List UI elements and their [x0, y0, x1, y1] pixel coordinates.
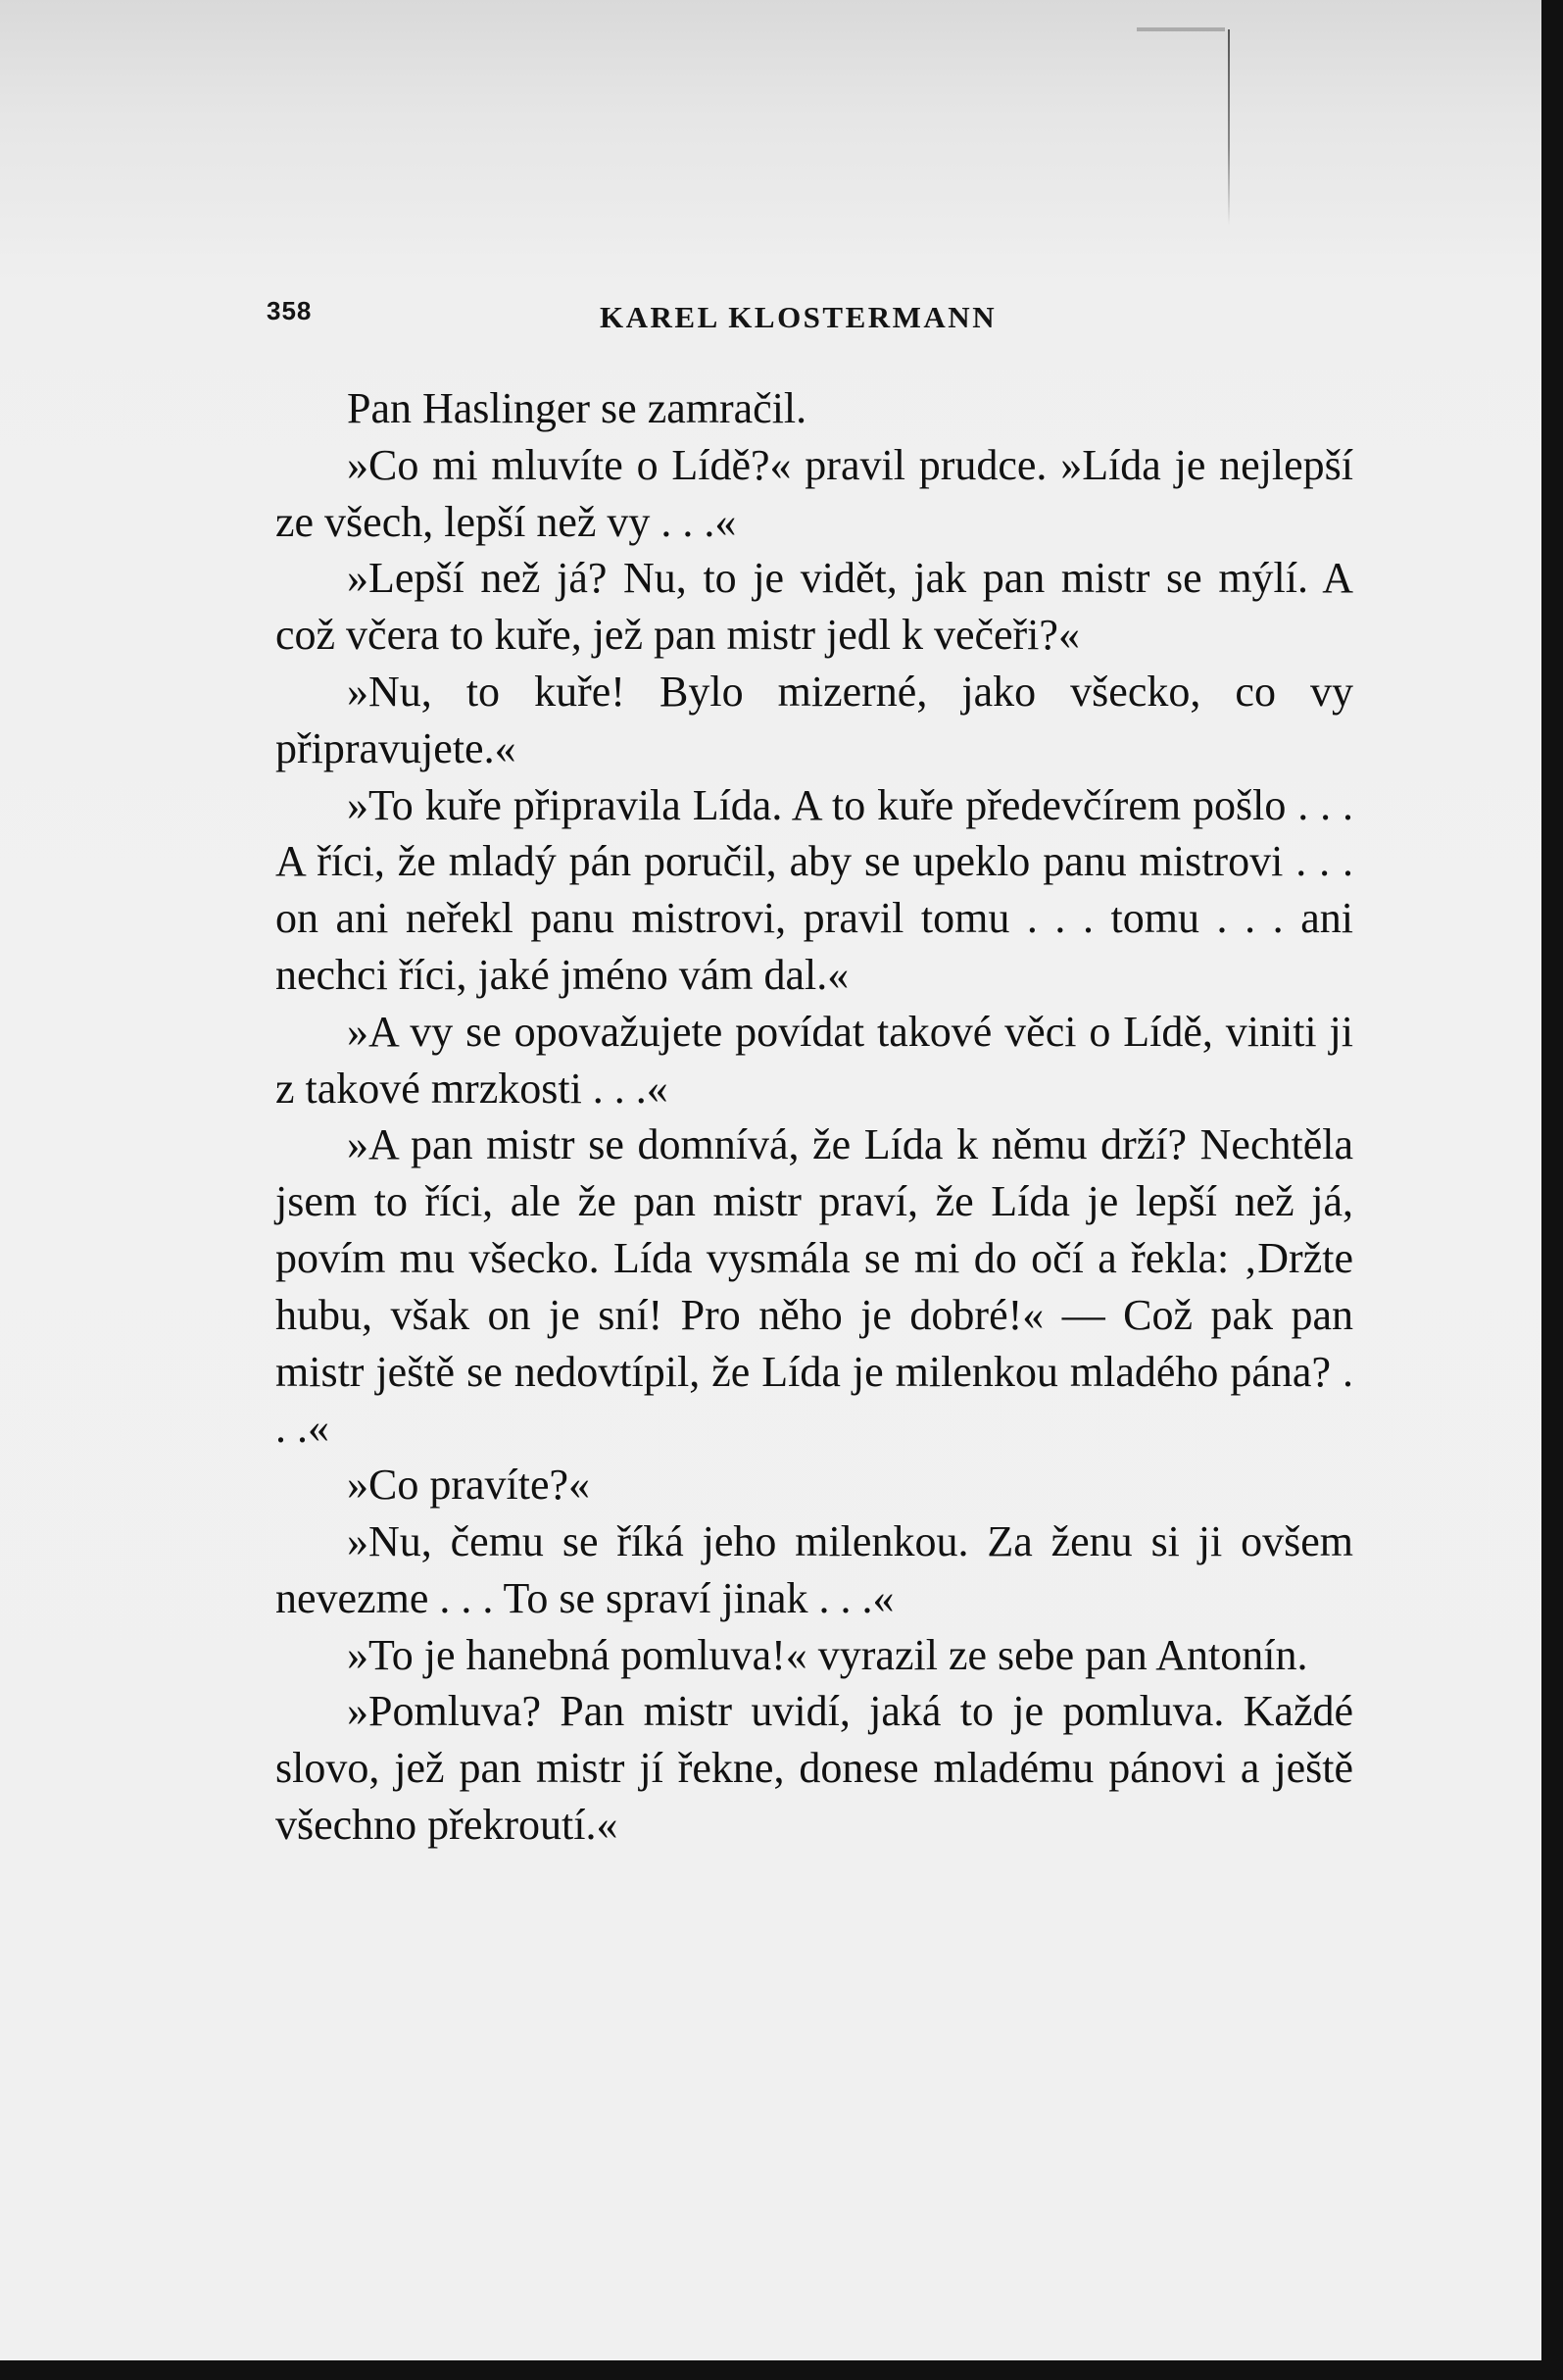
page-fold-line	[1228, 29, 1230, 225]
scan-border-right	[1541, 0, 1563, 2380]
page-header	[267, 296, 1050, 335]
paragraph: »A pan mistr se domnívá, že Lída k němu drží? Nechtěla jsem to říci, ale že pan mistr praví, že Lída je lepší než já, povím mu všecko. Lída vysmála se mi do očí a řekla: ‚Držte hubu, však on je sní! Pro něho je dobré!« — Což pak pan mistr ještě se nedovtípil, že Lída je milenkou mladého pána? . . .«	[275, 1120, 1353, 1453]
paragraph: »To kuře připravila Lída. A to kuře předevčírem pošlo . . . A říci, že mladý pán poručil, aby se upeklo panu mistrovi . . . on ani neřekl panu mistrovi, pravil tomu . . . tomu . . . ani nechci říci, jaké jméno vám dal.«	[275, 780, 1353, 999]
paragraph: »Co pravíte?«	[347, 1461, 591, 1510]
scan-smudge	[1137, 27, 1225, 31]
paragraph: »Nu, to kuře! Bylo mizerné, jako všecko, co vy připravujete.«	[275, 667, 1353, 772]
paragraph: »A vy se opovažujete povídat takové věci o Lídě, viniti ji z takové mrzkosti . . .«	[275, 1007, 1353, 1113]
paragraph: »Pomluva? Pan mistr uvidí, jaká to je pomluva. Každé slovo, jež pan mistr jí řekne, donese mladému pánovi a ještě všechno překroutí.«	[275, 1687, 1353, 1849]
body-text	[275, 380, 1353, 1854]
running-head: KAREL KLOSTERMANN	[600, 300, 998, 334]
paragraph: »Nu, čemu se říká jeho milenkou. Za ženu si ji ovšem nevezme . . . To se spraví jinak . . .«	[275, 1516, 1353, 1622]
paragraph: »To je hanebná pomluva!« vyrazil ze sebe pan Antonín.	[347, 1630, 1308, 1679]
paragraph: »Co mi mluvíte o Lídě?« pravil prudce. »Lída je nejlepší ze všech, lepší než vy . . .«	[275, 440, 1353, 546]
page-number: 358	[267, 296, 313, 325]
paragraph: »Lepší než já? Nu, to je vidět, jak pan mistr se mýlí. A což včera to kuře, jež pan mistr jedl k večeři?«	[275, 554, 1353, 660]
paragraph: Pan Haslinger se zamračil.	[347, 384, 807, 432]
scan-border-bottom	[0, 2360, 1563, 2380]
